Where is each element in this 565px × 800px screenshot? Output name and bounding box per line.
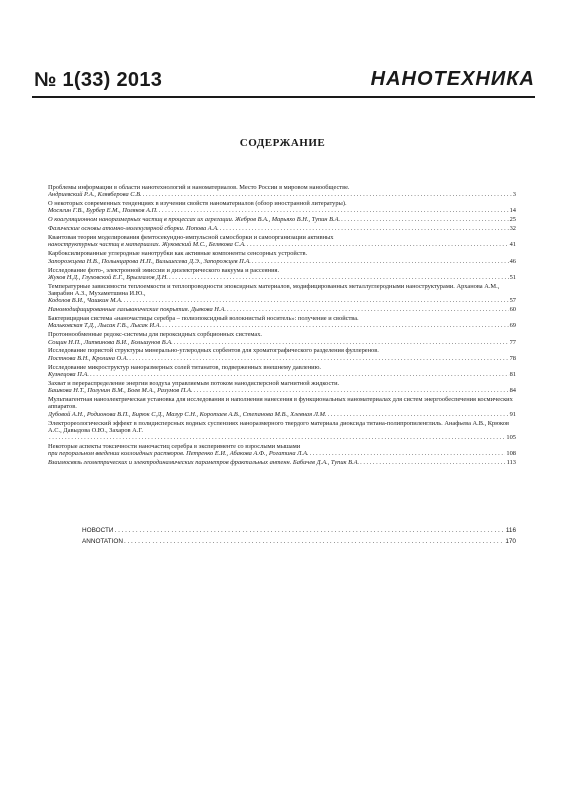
toc-entry[interactable] — [48, 315, 516, 330]
toc-entry-page: 57 — [509, 297, 516, 305]
leader-dots — [247, 241, 509, 248]
toc-entry[interactable] — [48, 420, 516, 442]
toc-entry-title: Проблемы информации в области нанотехнологий и наноматериалов. Место России в мировом нанообществе. — [48, 184, 350, 191]
toc-entry[interactable] — [48, 267, 516, 282]
toc-entry-page: 113 — [506, 459, 516, 467]
toc-extra-entry[interactable] — [82, 536, 516, 547]
toc-list — [48, 184, 516, 468]
toc-entry-authors: Фазические основы атомно-молекулярной сборки. Попова А.А. — [48, 225, 219, 233]
toc-entry-title: Протоннообменные редокс-системы для пероксидных сорбционных системах. — [48, 331, 263, 339]
toc-entry[interactable] — [48, 216, 516, 223]
toc-entry-page: 81 — [509, 370, 516, 378]
toc-entry-page: 25 — [509, 216, 516, 224]
leader-dots — [162, 322, 508, 329]
leader-dots — [193, 387, 508, 394]
toc-entry-authors: Дубовой А.Н., Родионова В.П., Бирюк С.Д., Мазур С.Н., Коротаев А.В., Степанова М.В., Хлевная Л.М. — [48, 410, 327, 418]
toc-entry-title: Захват и перераспределение энергии воздуха управляемым потоком нанодисперсной магнитной жидкости. — [48, 379, 340, 387]
toc-entry-page: 41 — [509, 241, 516, 249]
toc-entry-authors: Жуков Н.Д., Глуховской Е.Г., Брызгалов Д.Н. — [48, 273, 168, 281]
toc-entry-title: Бактерицидная система «наночастицы серебра – полиэпоксидный волокнистый носитель»: получение и свойства. — [48, 315, 359, 323]
toc-entry-authors: при пероральном введении коллоидных растворов. Петренко Е.И., Абакова А.Ф., Рогатина Л.А. — [48, 450, 309, 458]
toc-entry-authors: Запорожцева Н.В., Полынцарова Н.П., Вильшесева Д.Э., Запорожцев П.А. — [48, 257, 251, 265]
leader-dots — [174, 339, 509, 346]
header-rule — [32, 96, 535, 98]
toc-entry-page: 14 — [509, 207, 516, 215]
toc-entry[interactable] — [48, 380, 516, 395]
toc-entry-title: Исследование микроструктур наноразмерных солей титанатов, подверженных внешнему давлению. — [48, 363, 321, 371]
toc-entry-authors: Сощин Н.П., Литвинова В.И., Большунов В.А. — [48, 338, 173, 346]
leader-dots — [129, 355, 508, 362]
toc-entry-page: 77 — [509, 338, 516, 346]
toc-extra-label: НОВОСТИ — [82, 527, 114, 534]
toc-entry-page: 46 — [509, 257, 516, 265]
leader-dots — [169, 274, 509, 281]
toc-entry-authors: наноструктурных частиц в материалах. Жуковский М.С., Белякова С.А. — [48, 241, 246, 249]
toc-entry-authors: Кузнецова П.А. — [48, 370, 89, 378]
leader-dots — [159, 207, 509, 214]
toc-extra-page: 170 — [505, 538, 516, 545]
toc-entry-page: 69 — [509, 322, 516, 330]
toc-entry[interactable] — [48, 250, 516, 265]
toc-extra-label: ANNOTATION — [82, 538, 123, 545]
toc-extra — [82, 525, 516, 547]
toc-entry-page: 32 — [509, 225, 516, 233]
leader-dots — [124, 297, 509, 304]
toc-entry[interactable] — [48, 459, 516, 466]
leader-dots — [143, 191, 512, 198]
toc-entry[interactable] — [48, 396, 516, 418]
toc-entry-authors: Андриевский Р.А., Клявберова С.В. — [48, 191, 142, 199]
toc-entry-page: 78 — [509, 354, 516, 362]
toc-entry-page: 105 — [506, 434, 516, 442]
toc-entry-page: 84 — [509, 387, 516, 395]
leader-dots — [360, 459, 506, 466]
leader-dots — [252, 258, 509, 265]
toc-entry[interactable] — [48, 200, 516, 215]
toc-entry-page: 108 — [506, 450, 516, 458]
issue-number: № 1(33) 2013 — [34, 69, 163, 91]
leader-dots — [124, 536, 504, 547]
toc-entry[interactable] — [48, 225, 516, 232]
toc-entry-page: 60 — [509, 306, 516, 314]
leader-dots — [341, 216, 509, 223]
toc-entry[interactable] — [48, 331, 516, 346]
leader-dots — [227, 306, 509, 313]
toc-entry-title: Квантовая теория моделирования фемтосекундно-импульсной самосборки и самоорганизации активных — [48, 234, 334, 242]
toc-entry-authors: Взаимосвязь геометрических и электродинамических параметров фрактальных антенн. Бабичев Д.А., Тупик В.А. — [48, 459, 360, 467]
toc-entry-title: Некоторые аспекты токсичности наночастиц серебра в эксперименте со взрослыми мышами — [48, 443, 301, 450]
toc-entry-authors: Постнова В.Н., Кролина О.А. — [48, 354, 129, 362]
toc-entry-authors: Наномодифицированные гальванические покрытия. Дьякова Н.А. — [48, 306, 227, 314]
toc-entry[interactable] — [48, 347, 516, 362]
toc-title: СОДЕРЖАНИЕ — [239, 137, 326, 149]
toc-entry-title: Исследование фото-, электронной эмиссии и диэлектрического вакуума и рассеяния. — [48, 266, 280, 274]
toc-entry[interactable] — [48, 184, 516, 199]
leader-dots — [115, 525, 505, 536]
toc-entry[interactable] — [48, 306, 516, 313]
toc-entry-authors: Мальковская Т.Д., Лысак Г.В., Лысак И.А. — [48, 322, 162, 330]
toc-entry-authors: Башкова Н.Т., Полунин В.М., Боев М.А., Разумов П.А. — [48, 387, 193, 395]
toc-entry-authors: Мосягин Г.В., Бурбер Е.М., Поляков А.П. — [48, 207, 158, 215]
toc-entry-title: Мультиагентная наноэлектрическая установка для исследования и наполнения нанесения в функциональных наноматериалах для систем энергообеспечения космических аппаратов. — [48, 396, 513, 411]
toc-entry-page: 91 — [509, 410, 516, 418]
toc-entry-authors: О коагуляционном наноразмерных частиц в процессах их агрегации. Жебров В.А., Марьяхо В.Н., Тупин В.А. — [48, 216, 341, 224]
toc-entry[interactable] — [48, 443, 516, 458]
toc-entry[interactable] — [48, 234, 516, 249]
toc-entry-title: Температурные зависимости теплоемкости и теплопроводности эпоксидных материалов, модифицированных металлуглеродными наноструктурами. Арханова А.М., Заврабин А.З., Мухаметшина И.Ю., — [48, 282, 500, 298]
leader-dots — [310, 450, 506, 457]
leader-dots — [220, 225, 509, 232]
toc-entry-title: О некоторых современных тенденциях в изучении свойств наноматериалов (обзор иностранной литературы). — [48, 200, 347, 208]
toc-entry-page: 3 — [512, 191, 516, 199]
journal-logo: НАНОТЕХНИКА — [370, 68, 535, 90]
leader-dots — [49, 434, 505, 441]
toc-extra-page: 116 — [505, 527, 516, 534]
toc-entry[interactable] — [48, 283, 516, 305]
toc-entry-page: 51 — [509, 273, 516, 281]
toc-entry-title: Исследование пористой структуры минерально-углеродных сорбентов для хроматографического разделения фуллеренов. — [48, 347, 379, 355]
toc-entry-authors: Кодолов В.И., Чашкин М.А. — [48, 297, 123, 305]
toc-entry[interactable] — [48, 364, 516, 379]
leader-dots — [90, 371, 509, 378]
leader-dots — [328, 411, 509, 418]
toc-entry-title: Карбоксилированные углеродные нанотрубки как активные компоненты сенсорных устройств. — [48, 250, 308, 258]
toc-entry-title: Электрореологический эффект в полидисперсных водных суспензиях наноразмерного твердого материала диоксида титана-полипропиленглиль. Анафьева А.В., Крюков А.С., Давыдова О.Ю., Захаров А.Г. — [48, 419, 509, 434]
toc-extra-entry[interactable] — [82, 525, 516, 536]
